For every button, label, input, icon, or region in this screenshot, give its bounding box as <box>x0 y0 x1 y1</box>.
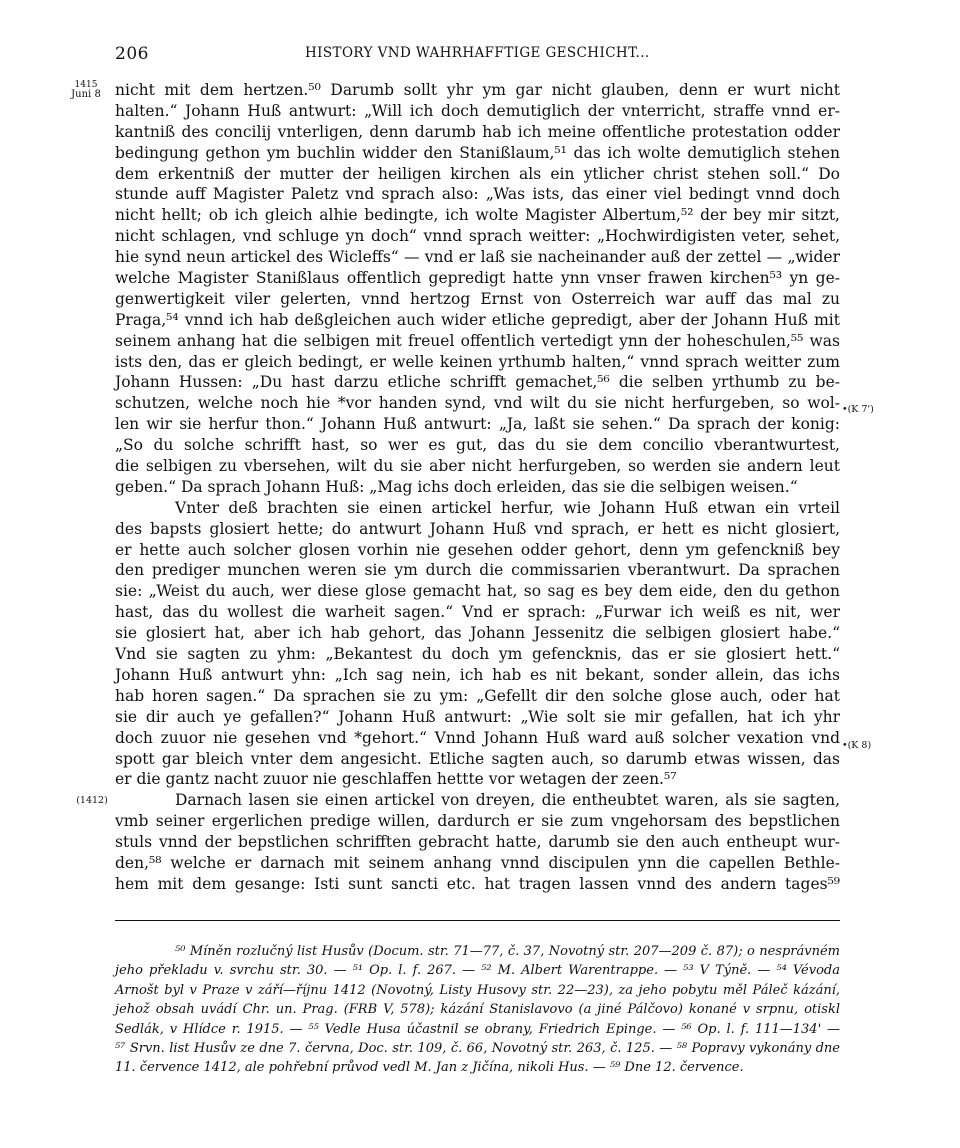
text-line: die selbigen zu vbersehen, wilt du sie aber nicht herfurgeben, so werden sie andern leut <box>115 457 840 476</box>
text-line: Vnter deß brachten sie einen artickel herfur, wie Johann Huß etwan ein vrteil <box>175 498 840 517</box>
margin-date-note <box>60 80 112 100</box>
page-header <box>115 44 840 66</box>
margin-ref-k8: •(K 8) <box>842 740 872 751</box>
footnote-line: Arnošt byl v Praze v září—říjnu 1412 (Novotný, Listy Husovy str. 22—23), za jeho pobytu měl Páleč kázání, <box>115 982 840 998</box>
footnote-line: Sedlák, v Hlídce r. 1915. — ⁵⁵ Vedle Husa účastnil se obrany, Friedrich Epinge. — ⁵⁶ Op. l. f. 111—134' — <box>115 1021 840 1037</box>
footnote-line: ⁵⁰ Míněn rozlučný list Husův (Docum. str. 71—77, č. 37, Novotný str. 207—209 č. 87); o nesprávném <box>175 944 840 959</box>
text-line: hab horen sagen.“ Da sprachen sie zu ym: „Gefellt dir den solche glose auch, oder hat <box>115 686 840 705</box>
text-line: sie dir auch ye gefallen?“ Johann Huß antwurt: „Wie solt sie mir gefallen, hat ich yhr <box>115 707 840 726</box>
text-line: nicht schlagen, vnd schluge yn doch“ vnnd sprach weitter: „Hochwirdigisten veter, sehet, <box>115 227 840 246</box>
text-line: er die gantz nacht zuuor nie geschlaffen hettte vor wetagen der zeen.⁵⁷ <box>115 770 677 789</box>
text-line: schutzen, welche noch hie *vor handen synd, vnd wilt du sie nicht herfurgeben, so wol- <box>115 394 840 413</box>
text-line: Johann Hussen: „Du hast darzu etliche schrifft gemachet,⁵⁶ die selben yrthumb zu be- <box>115 373 840 392</box>
footnote-line: jehož obsah uvádí Chr. un. Prag. (FRB V, 578); kázání Stanislavovo (a jiné Pálčovo) konané v srpnu, otiskl <box>115 1002 840 1018</box>
text-line: Vnd sie sagten zu yhm: „Bekantest du doch ym gefencknis, das er sie glosiert hett.“ <box>115 645 840 664</box>
text-line: Johann Huß antwurt yhn: „Ich sag nein, ich hab es nit bekant, sonder allein, das ichs <box>115 665 840 684</box>
text-line: dem erkentniß der mutter der heiligen kirchen als ein ytlicher christ stehen soll.“ Do <box>115 164 840 183</box>
text-line: nicht hellt; ob ich gleich alhie bedingte, ich wolte Magister Albertum,⁵² der bey mir sitzt, <box>115 206 840 225</box>
main-text <box>115 80 840 895</box>
margin-year-1412: (1412) <box>76 795 108 806</box>
text-line: den prediger munchen weren sie ym durch die commissarien vberantwurt. Da sprachen <box>115 561 840 580</box>
text-line: seinem anhang hat die selbigen mit freuel offentlich vertedigt ynn der hoheschulen,⁵⁵ was <box>115 331 840 350</box>
text-line: Praga,⁵⁴ vnnd ich hab deßgleichen auch wider etliche gepredigt, aber der Johann Huß mit <box>115 310 840 329</box>
text-line: hem mit dem gesange: Isti sunt sancti etc. hat tragen lassen vnnd des andern tages⁵⁹ <box>115 874 840 893</box>
footnote-line: 11. července 1412, ale pohřební průvod vedl M. Jan z Jičína, nikoli Hus. — ⁵⁹ Dne 12. července. <box>115 1060 744 1076</box>
text-line: geben.“ Da sprach Johann Huß: „Mag ichs doch erleiden, das sie die selbigen weisen.“ <box>115 477 798 496</box>
text-line: kantniß des concilij vnterligen, denn darumb hab ich meine offentliche protestation odder <box>115 122 840 141</box>
text-line: „So du solche schrifft hast, so wer es gut, das du sie dem concilio vberantwurtest, <box>115 436 840 455</box>
footnote-line: ⁵⁷ Srvn. list Husův ze dne 7. června, Doc. str. 109, č. 66, Novotný str. 263, č. 125. — ⁵⁸ Popravy vykonány dne <box>115 1040 840 1056</box>
text-line: vmb seiner ergerlichen predige willen, dardurch er sie zum vngehorsam des bepstlichen <box>115 812 840 831</box>
text-line: welche Magister Stanißlaus offentlich gepredigt hatte ynn vnser frawen kirchen⁵³ yn ge- <box>115 269 840 288</box>
text-line: hast, das du wollest die warheit sagen.“ Vnd er sprach: „Furwar ich weiß es nit, wer <box>115 603 840 622</box>
footnotes <box>115 942 840 1078</box>
text-line: des bapsts glosiert hette; do antwurt Johann Huß vnd sprach, er hett es nicht glosiert, <box>115 519 840 538</box>
footnote-divider <box>115 920 840 921</box>
margin-year: 1415 <box>74 80 98 90</box>
text-line: stuls vnnd der bepstlichen schrifften gebracht hatte, darumb sie den auch entheupt wur- <box>115 833 840 852</box>
text-line: sie: „Weist du auch, wer diese glose gemacht hat, so sag es bey dem eide, den du gethon <box>115 582 840 601</box>
text-line: bedingung gethon ym buchlin widder den Stanißlaum,⁵¹ das ich wolte demutiglich stehen <box>115 143 840 162</box>
margin-ref-k7: •(K 7') <box>842 404 874 415</box>
text-line: stunde auff Magister Paletz vnd sprach also: „Was ists, das einer viel bedingt vnnd doch <box>115 185 840 204</box>
page-number: 206 <box>115 44 149 64</box>
text-line: len wir sie herfur thon.“ Johann Huß antwurt: „Ja, laßt sie sehen.“ Da sprach der konig: <box>115 415 840 434</box>
text-line: hie synd neun artickel des Wicleffs“ — vnd er laß sie nacheinander auß der zettel — „wider <box>115 248 840 267</box>
text-line: genwertigkeit viler gelerten, vnnd hertzog Ernst von Osterreich war auff das mal zu <box>115 289 840 308</box>
margin-date: Juni 8 <box>71 89 101 100</box>
footnote-line: jeho překladu v. svrchu str. 30. — ⁵¹ Op. l. f. 267. — ⁵² M. Albert Warentrappe. — ⁵³ V Týně. — ⁵⁴ Vévoda <box>115 963 840 979</box>
text-line: den,⁵⁸ welche er darnach mit seinem anhang vnnd discipulen ynn die capellen Bethle- <box>115 853 840 872</box>
text-line: halten.“ Johann Huß antwurt: „Will ich doch demutiglich der vnterricht, straffe vnnd er- <box>115 101 840 120</box>
text-line: spott gar bleich vnter dem angesicht. Etliche sagten auch, so darumb etwas wissen, das <box>115 749 840 768</box>
text-line: Darnach lasen sie einen artickel von dreyen, die entheubtet waren, als sie sagten, <box>175 791 840 810</box>
text-line: nicht mit dem hertzen.⁵⁰ Darumb sollt yhr ym gar nicht glauben, denn er wurt nicht <box>115 81 840 99</box>
text-line: doch zuuor nie gesehen vnd *gehort.“ Vnnd Johann Huß ward auß solcher vexation vnd <box>115 728 840 747</box>
text-line: ists den, das er gleich bedingt, er welle keinen yrthumb halten,“ vnnd sprach weitter zum <box>115 352 840 371</box>
running-head: HISTORY VND WAHRHAFFTIGE GESCHICHT... <box>305 45 650 61</box>
text-line: sie glosiert hat, aber ich hab gehort, das Johann Jessenitz die selbigen glosiert habe.“ <box>115 624 840 643</box>
text-line: er hette auch solcher glosen vorhin nie gesehen odder gehort, denn ym gefenckniß bey <box>115 540 840 559</box>
